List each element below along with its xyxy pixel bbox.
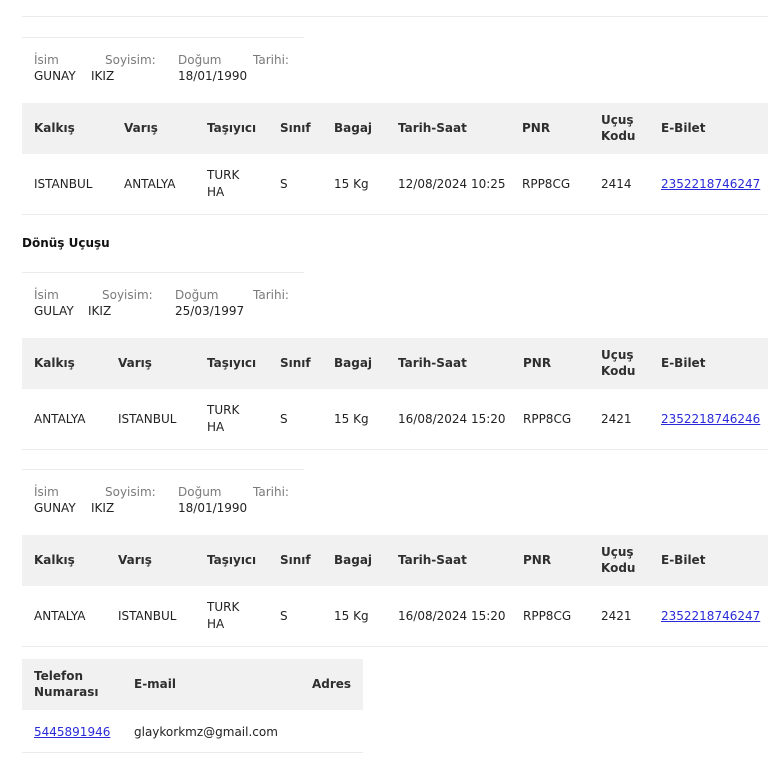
label-tarihi: Tarihi: xyxy=(253,53,289,67)
flight-row xyxy=(22,389,768,449)
passenger-name: GUNAY xyxy=(34,501,76,515)
th-tasiyici: Taşıyıcı xyxy=(207,553,257,567)
row-divider xyxy=(22,214,768,215)
th-pnr: PNR xyxy=(523,553,552,567)
th-ebilet: E-Bilet xyxy=(661,121,706,135)
label-isim: İsim xyxy=(34,485,59,499)
passenger-surname: IKIZ xyxy=(88,304,112,318)
flight-table-header xyxy=(22,535,768,586)
cell-sinif: S xyxy=(280,609,288,623)
th-tasiyici: Taşıyıcı xyxy=(207,356,257,370)
cell-ucus-kodu: 2414 xyxy=(601,177,632,191)
th-pnr: PNR xyxy=(522,121,551,135)
flight-row xyxy=(22,586,768,646)
divider xyxy=(22,16,768,17)
cell-sinif: S xyxy=(280,177,288,191)
th-tasiyici: Taşıyıcı xyxy=(207,121,257,135)
cell-varis: ISTANBUL xyxy=(118,609,177,623)
th-ucus-kodu-line1: Uçuş xyxy=(601,348,634,362)
passenger-name: GULAY xyxy=(34,304,74,318)
passenger-birthdate: 18/01/1990 xyxy=(178,69,248,83)
passenger-info xyxy=(22,37,304,93)
return-flight-title: Dönüş Uçuşu xyxy=(22,236,110,250)
th-ucus-kodu-line1: Uçuş xyxy=(601,113,634,127)
contact-table-header xyxy=(22,659,363,710)
cell-kalkis: ISTANBUL xyxy=(34,177,93,191)
cell-tasiyici-line1: TURK xyxy=(207,168,240,182)
cell-tasiyici-line1: TURK xyxy=(207,403,240,417)
label-tarihi: Tarihi: xyxy=(253,288,289,302)
th-kalkis: Kalkış xyxy=(34,553,75,567)
passenger-info xyxy=(22,469,304,525)
th-ebilet: E-Bilet xyxy=(661,553,706,567)
th-kalkis: Kalkış xyxy=(34,356,75,370)
cell-tasiyici-line2: HA xyxy=(207,185,225,199)
flight-table-header xyxy=(22,338,768,389)
cell-tasiyici-line1: TURK xyxy=(207,600,240,614)
eticket-link[interactable]: 2352218746246 xyxy=(661,412,761,426)
label-isim: İsim xyxy=(34,288,59,302)
cell-kalkis: ANTALYA xyxy=(34,412,86,426)
cell-tarih-saat: 12/08/2024 10:25 xyxy=(398,177,506,191)
th-ucus-kodu-line2: Kodu xyxy=(601,129,636,143)
cell-ucus-kodu: 2421 xyxy=(601,412,632,426)
cell-ucus-kodu: 2421 xyxy=(601,609,632,623)
th-ucus-kodu-line1: Uçuş xyxy=(601,545,634,559)
th-kalkis: Kalkış xyxy=(34,121,75,135)
cell-varis: ANTALYA xyxy=(124,177,176,191)
th-varis: Varış xyxy=(118,356,152,370)
th-sinif: Sınıf xyxy=(280,121,311,135)
flight-table-header xyxy=(22,103,768,154)
th-bagaj: Bagaj xyxy=(334,356,373,370)
th-tarih-saat: Tarih-Saat xyxy=(398,356,467,370)
th-bagaj: Bagaj xyxy=(334,121,373,135)
contact-row xyxy=(22,710,363,752)
passenger-info xyxy=(22,272,304,328)
th-ucus-kodu-line2: Kodu xyxy=(601,561,636,575)
label-dogum: Doğum xyxy=(178,485,222,499)
cell-tarih-saat: 16/08/2024 15:20 xyxy=(398,609,506,623)
eticket-link[interactable]: 2352218746247 xyxy=(661,609,761,623)
th-ucus-kodu-line2: Kodu xyxy=(601,364,636,378)
phone-link[interactable]: 5445891946 xyxy=(34,725,111,739)
passenger-name: GUNAY xyxy=(34,69,76,83)
th-ebilet: E-Bilet xyxy=(661,356,706,370)
passenger-surname: IKIZ xyxy=(91,501,115,515)
th-adres: Adres xyxy=(312,677,352,691)
th-telefon-line1: Telefon xyxy=(34,669,83,683)
label-soyisim: Soyisim: xyxy=(105,485,156,499)
cell-varis: ISTANBUL xyxy=(118,412,177,426)
cell-sinif: S xyxy=(280,412,288,426)
th-varis: Varış xyxy=(118,553,152,567)
row-divider xyxy=(22,646,768,647)
th-email: E-mail xyxy=(134,677,177,691)
flight-row xyxy=(22,154,768,214)
cell-bagaj: 15 Kg xyxy=(334,412,369,426)
label-isim: İsim xyxy=(34,53,59,67)
label-dogum: Doğum xyxy=(178,53,222,67)
cell-tasiyici-line2: HA xyxy=(207,420,225,434)
th-tarih-saat: Tarih-Saat xyxy=(398,553,467,567)
cell-kalkis: ANTALYA xyxy=(34,609,86,623)
th-pnr: PNR xyxy=(523,356,552,370)
cell-pnr: RPP8CG xyxy=(522,177,571,191)
cell-tarih-saat: 16/08/2024 15:20 xyxy=(398,412,506,426)
th-tarih-saat: Tarih-Saat xyxy=(398,121,467,135)
label-tarihi: Tarihi: xyxy=(253,485,289,499)
th-varis: Varış xyxy=(124,121,158,135)
passenger-surname: IKIZ xyxy=(91,69,115,83)
cell-bagaj: 15 Kg xyxy=(334,177,369,191)
email-value: glaykorkmz@gmail.com xyxy=(134,725,278,739)
th-bagaj: Bagaj xyxy=(334,553,373,567)
cell-bagaj: 15 Kg xyxy=(334,609,369,623)
cell-tasiyici-line2: HA xyxy=(207,617,225,631)
label-soyisim: Soyisim: xyxy=(102,288,153,302)
passenger-birthdate: 18/01/1990 xyxy=(178,501,248,515)
cell-pnr: RPP8CG xyxy=(523,412,572,426)
eticket-link[interactable]: 2352218746247 xyxy=(661,177,761,191)
passenger-birthdate: 25/03/1997 xyxy=(175,304,245,318)
label-soyisim: Soyisim: xyxy=(105,53,156,67)
row-divider xyxy=(22,752,363,753)
cell-pnr: RPP8CG xyxy=(523,609,572,623)
row-divider xyxy=(22,449,768,450)
th-sinif: Sınıf xyxy=(280,553,311,567)
label-dogum: Doğum xyxy=(175,288,219,302)
th-sinif: Sınıf xyxy=(280,356,311,370)
th-telefon-line2: Numarası xyxy=(34,685,99,699)
